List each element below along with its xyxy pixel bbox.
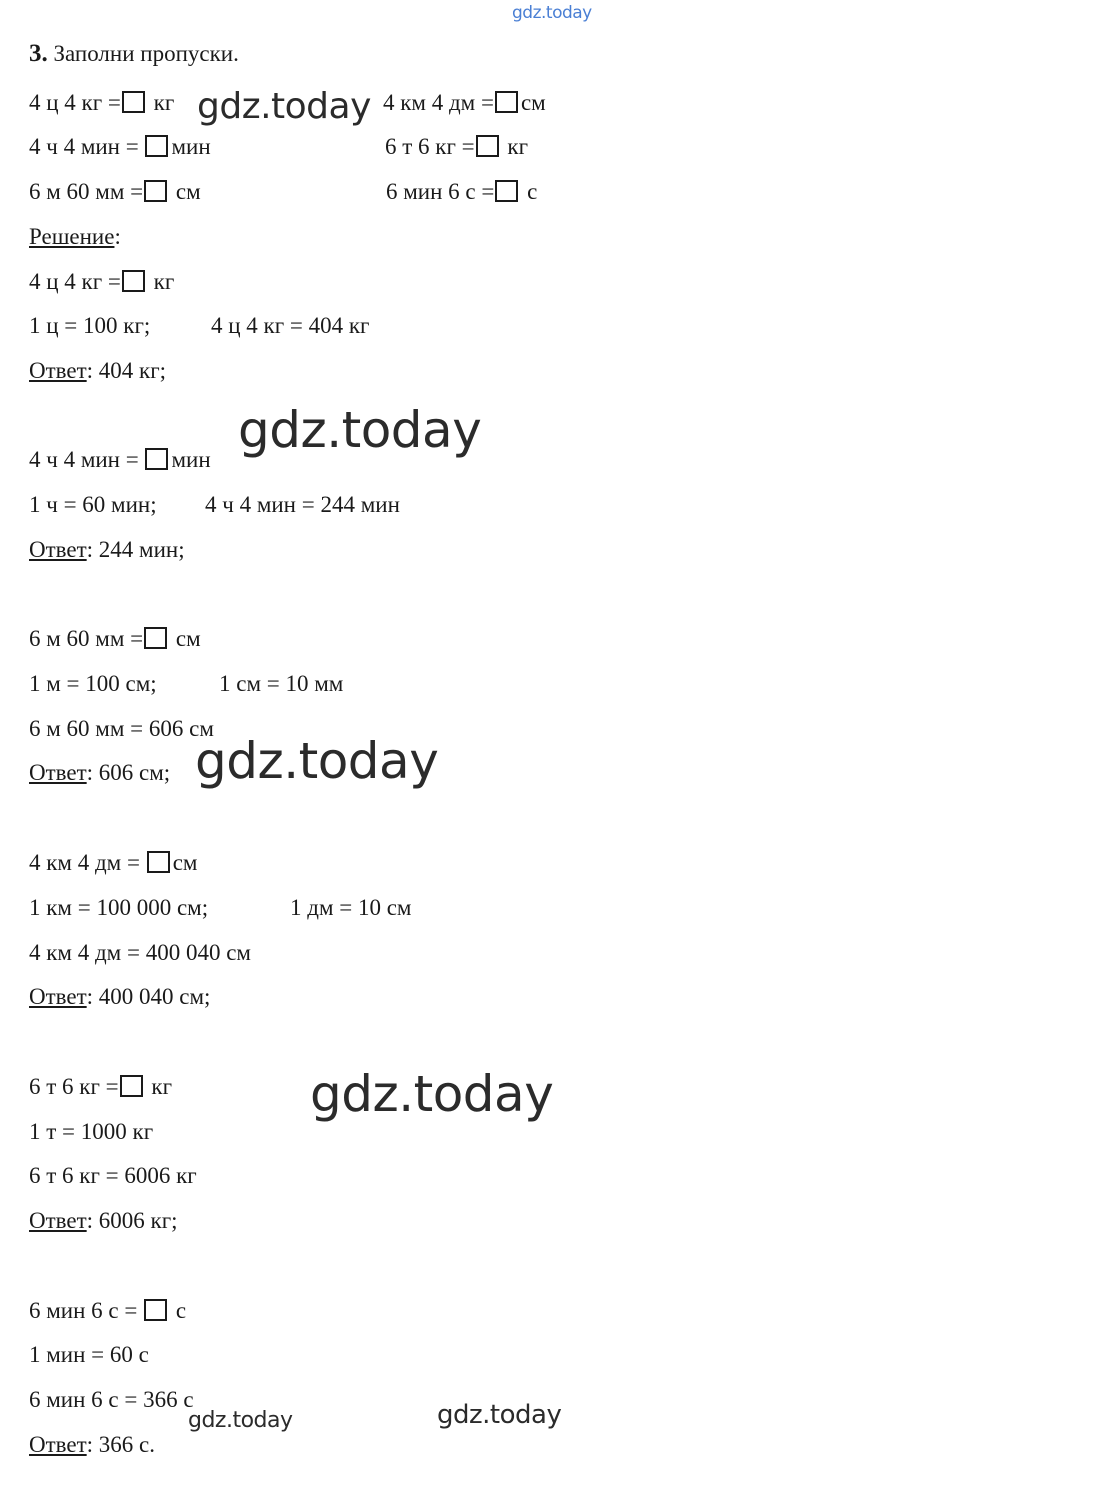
watermark-logo: gdz.today [310, 1065, 554, 1123]
watermark-logo: gdz.today [197, 86, 371, 127]
answer-box [144, 627, 167, 649]
solution-3-fact-2: 1 см = 10 мм [219, 671, 344, 696]
solution-expression: 4 ц 4 кг = [29, 269, 121, 294]
answer-box [147, 851, 170, 873]
task-title: Заполни пропуски. [53, 41, 239, 66]
answer-value: 244 мин; [98, 537, 185, 562]
answer-box [144, 1299, 167, 1321]
exercise-r1-right [383, 89, 546, 117]
answer-value: 404 кг; [98, 358, 167, 383]
solution-6-task [29, 1297, 186, 1325]
solution-2-task [29, 446, 211, 474]
solution-2-fact: 1 ч = 60 мин; [29, 492, 157, 517]
solution-6-answer: Ответ: 366 с. [29, 1432, 156, 1457]
answer-value: 6006 кг; [98, 1208, 178, 1233]
exercise-r2-left [29, 133, 211, 161]
solution-4-fact-2: 1 дм = 10 см [290, 895, 412, 920]
answer-box [122, 91, 145, 113]
answer-label: Ответ [29, 760, 87, 785]
watermark-logo: gdz.today [188, 1408, 293, 1433]
solution-1-fact: 1 ц = 100 кг; [29, 313, 151, 338]
solution-5-result: 6 т 6 кг = 6006 кг [29, 1163, 197, 1188]
solution-expression: 4 ч 4 мин = [29, 447, 139, 472]
exercise-expression: 4 км 4 дм = [383, 90, 494, 115]
solution-4-result: 4 км 4 дм = 400 040 см [29, 940, 251, 965]
exercise-unit: см [175, 179, 201, 204]
exercise-expression: 6 м 60 мм = [29, 179, 144, 204]
answer-label: Ответ [29, 537, 87, 562]
exercise-expression: 4 ц 4 кг = [29, 90, 121, 115]
solution-5-fact: 1 т = 1000 кг [29, 1119, 154, 1144]
exercise-expression: 6 мин 6 с = [386, 179, 495, 204]
solution-5-task [29, 1073, 172, 1101]
answer-box [120, 1075, 143, 1097]
solution-expression: 6 т 6 кг = [29, 1074, 119, 1099]
solution-expression: 6 мин 6 с = [29, 1298, 138, 1323]
answer-box [145, 448, 168, 470]
exercise-unit: кг [507, 134, 528, 159]
answer-box [144, 180, 167, 202]
exercise-unit: мин [171, 134, 211, 159]
solution-1-result: 4 ц 4 кг = 404 кг [211, 313, 370, 338]
solution-2-answer: Ответ: 244 мин; [29, 537, 185, 562]
watermark-logo: gdz.today [195, 732, 439, 790]
solution-unit: см [172, 850, 198, 875]
answer-box [495, 91, 518, 113]
solution-3-task [29, 625, 201, 653]
solution-unit: см [175, 626, 201, 651]
watermark-logo-top: gdz.today [512, 3, 592, 23]
solution-6-result: 6 мин 6 с = 366 с [29, 1387, 194, 1412]
solution-4-fact: 1 км = 100 000 см; [29, 895, 209, 920]
solution-3-fact: 1 м = 100 см; [29, 671, 157, 696]
solution-2-result: 4 ч 4 мин = 244 мин [205, 492, 400, 517]
answer-box [495, 180, 518, 202]
answer-label: Ответ [29, 358, 87, 383]
solution-unit: с [175, 1298, 187, 1323]
task-heading [29, 40, 239, 68]
answer-value: 606 см; [98, 760, 171, 785]
solution-expression: 4 км 4 дм = [29, 850, 140, 875]
solution-unit: кг [151, 1074, 172, 1099]
exercise-unit: см [520, 90, 546, 115]
solution-label: Решение [29, 224, 115, 249]
exercise-expression: 6 т 6 кг = [385, 134, 475, 159]
solution-3-answer: Ответ: 606 см; [29, 760, 171, 785]
exercise-unit: с [527, 179, 538, 204]
exercise-r3-right [386, 178, 537, 206]
solution-unit: кг [153, 269, 175, 294]
answer-value: 400 040 см; [98, 984, 211, 1009]
solution-3-result: 6 м 60 мм = 606 см [29, 716, 214, 741]
watermark-logo: gdz.today [437, 1400, 562, 1430]
answer-label: Ответ [29, 1208, 87, 1233]
answer-label: Ответ [29, 984, 87, 1009]
exercise-expression: 4 ч 4 мин = [29, 134, 139, 159]
exercise-r2-right [385, 133, 528, 161]
answer-box [476, 135, 499, 157]
solution-1-answer: Ответ: 404 кг; [29, 358, 167, 383]
watermark-logo: gdz.today [238, 401, 482, 459]
answer-label: Ответ [29, 1432, 87, 1457]
answer-box [145, 135, 168, 157]
answer-box [122, 270, 145, 292]
exercise-unit: кг [153, 90, 175, 115]
solution-expression: 6 м 60 мм = [29, 626, 144, 651]
solution-heading: Решение: [29, 224, 121, 249]
answer-value: 366 с. [98, 1432, 156, 1457]
solution-unit: мин [171, 447, 211, 472]
exercise-r3-left [29, 178, 201, 206]
solution-6-fact: 1 мин = 60 с [29, 1342, 149, 1367]
task-number: 3. [29, 40, 48, 67]
solution-1-task [29, 268, 174, 296]
solution-5-answer: Ответ: 6006 кг; [29, 1208, 178, 1233]
exercise-r1-left [29, 89, 174, 117]
solution-4-task [29, 849, 197, 877]
solution-4-answer: Ответ: 400 040 см; [29, 984, 211, 1009]
